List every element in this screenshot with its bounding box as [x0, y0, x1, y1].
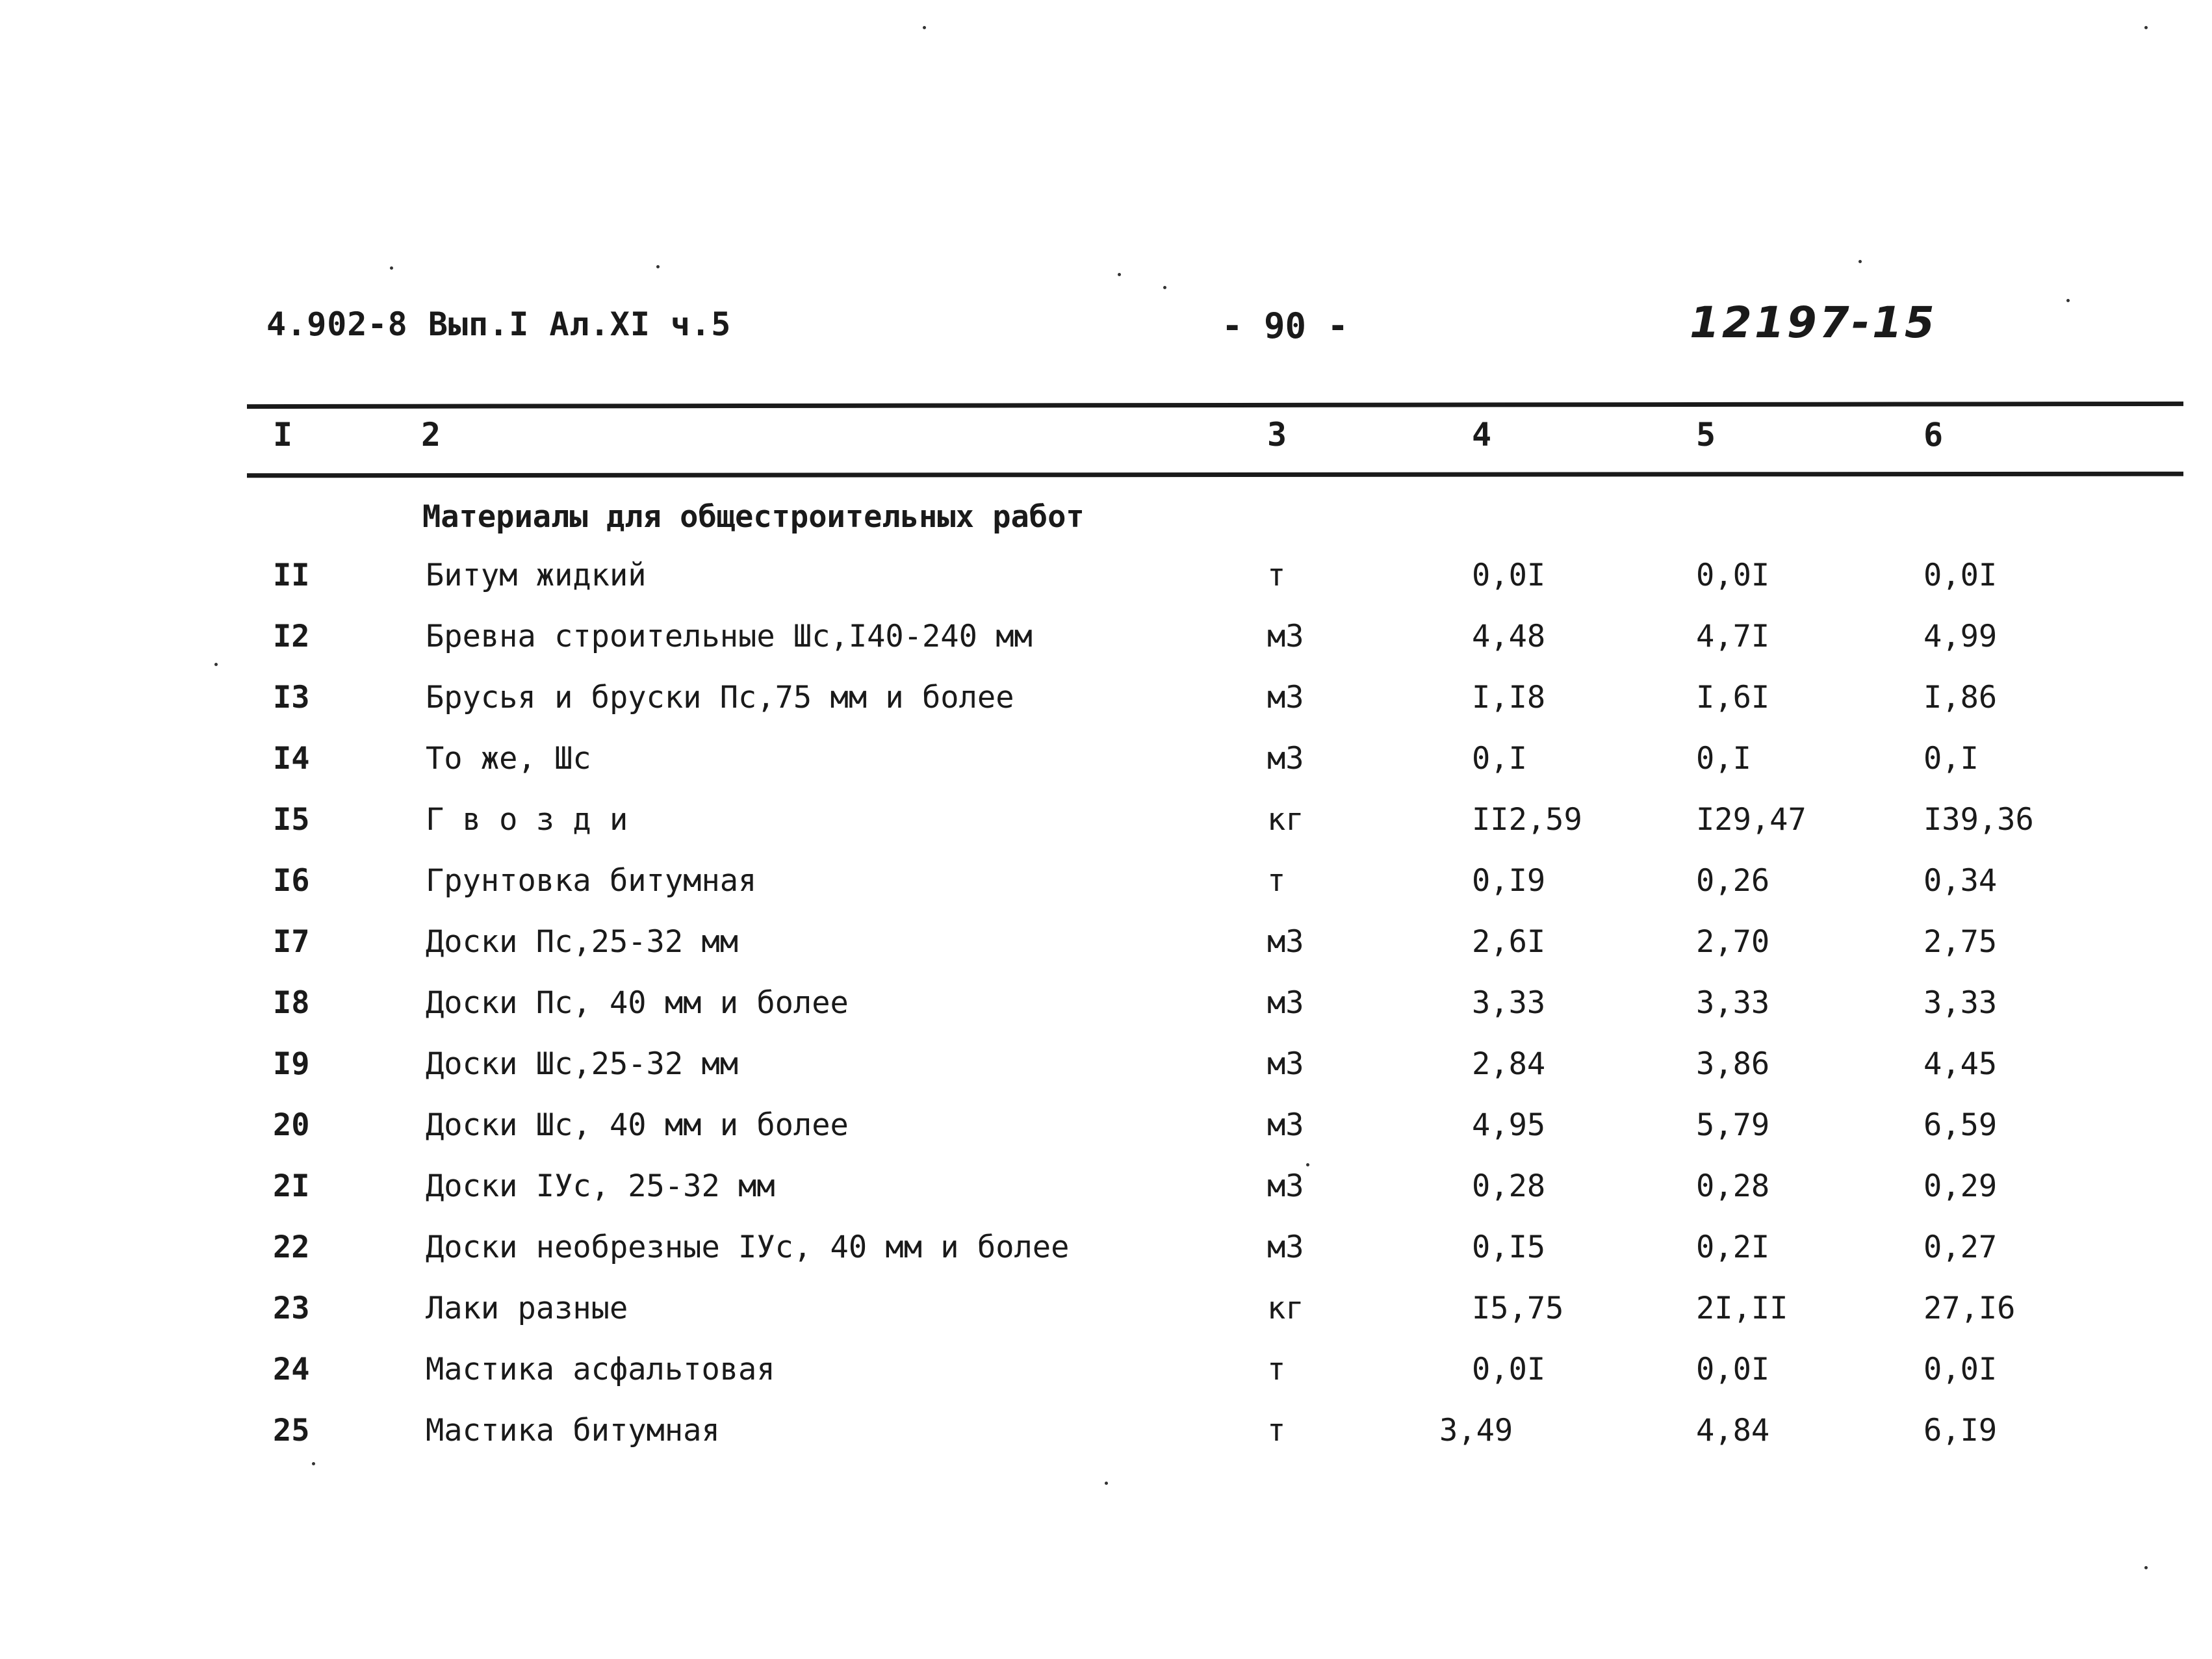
value-col6: I,86: [1923, 680, 1998, 715]
value-col6: 0,27: [1923, 1229, 1998, 1265]
value-col5: 5,79: [1696, 1107, 1770, 1143]
table-row: [0, 1352, 2212, 1404]
table-row: [0, 619, 2212, 671]
unit: м3: [1267, 619, 1304, 654]
table-row: [0, 1291, 2212, 1343]
unit: м3: [1267, 924, 1304, 960]
table-header-rule: [247, 472, 2183, 478]
value-col5: 4,84: [1696, 1413, 1770, 1448]
scan-speck: [1105, 1482, 1108, 1485]
value-col5: 0,0I: [1696, 1352, 1770, 1387]
value-col5: I29,47: [1696, 802, 1807, 838]
value-col6: 6,I9: [1923, 1413, 1998, 1448]
table-row: [0, 680, 2212, 732]
material-name: Доски Шс, 40 мм и более: [426, 1107, 849, 1143]
material-name: Мастика асфальтовая: [426, 1352, 775, 1387]
material-name: Лаки разные: [426, 1291, 628, 1326]
value-col6: 0,I: [1923, 741, 1979, 777]
scan-speck: [312, 1462, 315, 1465]
table-row: [0, 863, 2212, 915]
value-col5: 0,28: [1696, 1168, 1770, 1204]
column-number: 5: [1696, 416, 1716, 454]
value-col5: 2I,II: [1696, 1291, 1788, 1326]
material-name: Доски необрезные IУс, 40 мм и более: [426, 1229, 1070, 1265]
scan-speck: [390, 266, 393, 270]
value-col5: 3,33: [1696, 985, 1770, 1021]
row-number: I2: [273, 619, 310, 654]
row-number: I3: [273, 680, 310, 715]
value-col4: I,I8: [1472, 680, 1546, 715]
unit: т: [1267, 1413, 1286, 1448]
value-col6: 27,I6: [1923, 1291, 2016, 1326]
unit: кг: [1267, 802, 1304, 838]
row-number: 2I: [273, 1168, 310, 1204]
unit: т: [1267, 863, 1286, 899]
value-col4: 3,33: [1472, 985, 1546, 1021]
table-row: [0, 985, 2212, 1037]
value-col6: 0,0I: [1923, 558, 1998, 593]
table-row: [0, 1413, 2212, 1465]
row-number: I5: [273, 802, 310, 838]
scan-speck: [923, 26, 926, 29]
material-name: Доски Пс,25-32 мм: [426, 924, 739, 960]
table-top-rule: [247, 402, 2183, 409]
value-col6: 0,0I: [1923, 1352, 1998, 1387]
scan-speck: [1118, 273, 1121, 276]
value-col4: 4,95: [1472, 1107, 1546, 1143]
value-col6: 0,29: [1923, 1168, 1998, 1204]
value-col5: 0,0I: [1696, 558, 1770, 593]
document-code: 4.902-8 Вып.I Ал.XI ч.5: [266, 305, 732, 343]
row-number: 22: [273, 1229, 310, 1265]
table-row: [0, 1046, 2212, 1098]
table-row: [0, 1107, 2212, 1159]
unit: кг: [1267, 1291, 1304, 1326]
value-col4: 3,49: [1439, 1413, 1513, 1448]
material-name: Доски Шс,25-32 мм: [426, 1046, 739, 1082]
value-col5: 3,86: [1696, 1046, 1770, 1082]
scan-speck: [656, 265, 660, 268]
unit: т: [1267, 1352, 1286, 1387]
material-name: Битум жидкий: [426, 558, 647, 593]
value-col4: 0,0I: [1472, 558, 1546, 593]
page-number: - 90 -: [1222, 305, 1349, 346]
table-row: [0, 802, 2212, 854]
value-col6: 3,33: [1923, 985, 1998, 1021]
unit: м3: [1267, 1229, 1304, 1265]
scan-speck: [1858, 260, 1862, 263]
value-col6: 2,75: [1923, 924, 1998, 960]
value-col4: 0,I5: [1472, 1229, 1546, 1265]
value-col4: 0,0I: [1472, 1352, 1546, 1387]
value-col4: 2,84: [1472, 1046, 1546, 1082]
value-col4: 0,I: [1472, 741, 1527, 777]
row-number: 24: [273, 1352, 310, 1387]
value-col5: 0,26: [1696, 863, 1770, 899]
page-header: [0, 298, 2212, 357]
value-col4: II2,59: [1472, 802, 1582, 838]
row-number: I4: [273, 741, 310, 777]
value-col6: 6,59: [1923, 1107, 1998, 1143]
scan-speck: [214, 663, 218, 666]
value-col6: 4,45: [1923, 1046, 1998, 1082]
row-number: I6: [273, 863, 310, 899]
unit: м3: [1267, 1107, 1304, 1143]
scan-speck: [2144, 1566, 2148, 1569]
scan-speck: [2066, 299, 2070, 302]
value-col5: 0,I: [1696, 741, 1751, 777]
row-number: I7: [273, 924, 310, 960]
value-col6: 0,34: [1923, 863, 1998, 899]
column-number: 4: [1472, 416, 1492, 454]
material-name: Доски Пс, 40 мм и более: [426, 985, 849, 1021]
scan-speck: [1163, 286, 1166, 289]
unit: м3: [1267, 680, 1304, 715]
unit: м3: [1267, 1168, 1304, 1204]
material-name: То же, Шс: [426, 741, 591, 777]
value-col5: 4,7I: [1696, 619, 1770, 654]
section-title: Материалы для общестроительных работ: [422, 499, 1085, 535]
value-col4: I5,75: [1472, 1291, 1564, 1326]
material-name: Доски IУс, 25-32 мм: [426, 1168, 775, 1204]
value-col5: 2,70: [1696, 924, 1770, 960]
value-col6: 4,99: [1923, 619, 1998, 654]
value-col5: I,6I: [1696, 680, 1770, 715]
column-number: 3: [1267, 416, 1287, 454]
row-number: 20: [273, 1107, 310, 1143]
table-row: [0, 924, 2212, 976]
value-col4: 0,28: [1472, 1168, 1546, 1204]
column-number: 2: [421, 416, 441, 454]
value-col6: I39,36: [1923, 802, 2034, 838]
table-row: [0, 1229, 2212, 1281]
value-col4: 4,48: [1472, 619, 1546, 654]
row-number: I8: [273, 985, 310, 1021]
value-col5: 0,2I: [1696, 1229, 1770, 1265]
unit: м3: [1267, 985, 1304, 1021]
table-row: [0, 1168, 2212, 1220]
row-number: 23: [273, 1291, 310, 1326]
unit: м3: [1267, 1046, 1304, 1082]
table-row: [0, 741, 2212, 793]
column-number: 6: [1923, 416, 1944, 454]
material-name: Мастика битумная: [426, 1413, 720, 1448]
scan-speck: [2144, 26, 2148, 29]
material-name: Бревна строительные Шс,I40-240 мм: [426, 619, 1033, 654]
unit: т: [1267, 558, 1286, 593]
unit: м3: [1267, 741, 1304, 777]
column-number-row: [0, 416, 2212, 468]
scan-speck: [1306, 1163, 1309, 1166]
table-row: [0, 558, 2212, 610]
handwritten-stamp: 12197-15: [1690, 298, 1937, 348]
material-name: Брусья и бруски Пс,75 мм и более: [426, 680, 1014, 715]
value-col4: 0,I9: [1472, 863, 1546, 899]
column-number: I: [273, 416, 293, 454]
material-name: Г в о з д и: [426, 802, 628, 838]
material-name: Грунтовка битумная: [426, 863, 757, 899]
row-number: I9: [273, 1046, 310, 1082]
value-col4: 2,6I: [1472, 924, 1546, 960]
row-number: II: [273, 558, 310, 593]
row-number: 25: [273, 1413, 310, 1448]
